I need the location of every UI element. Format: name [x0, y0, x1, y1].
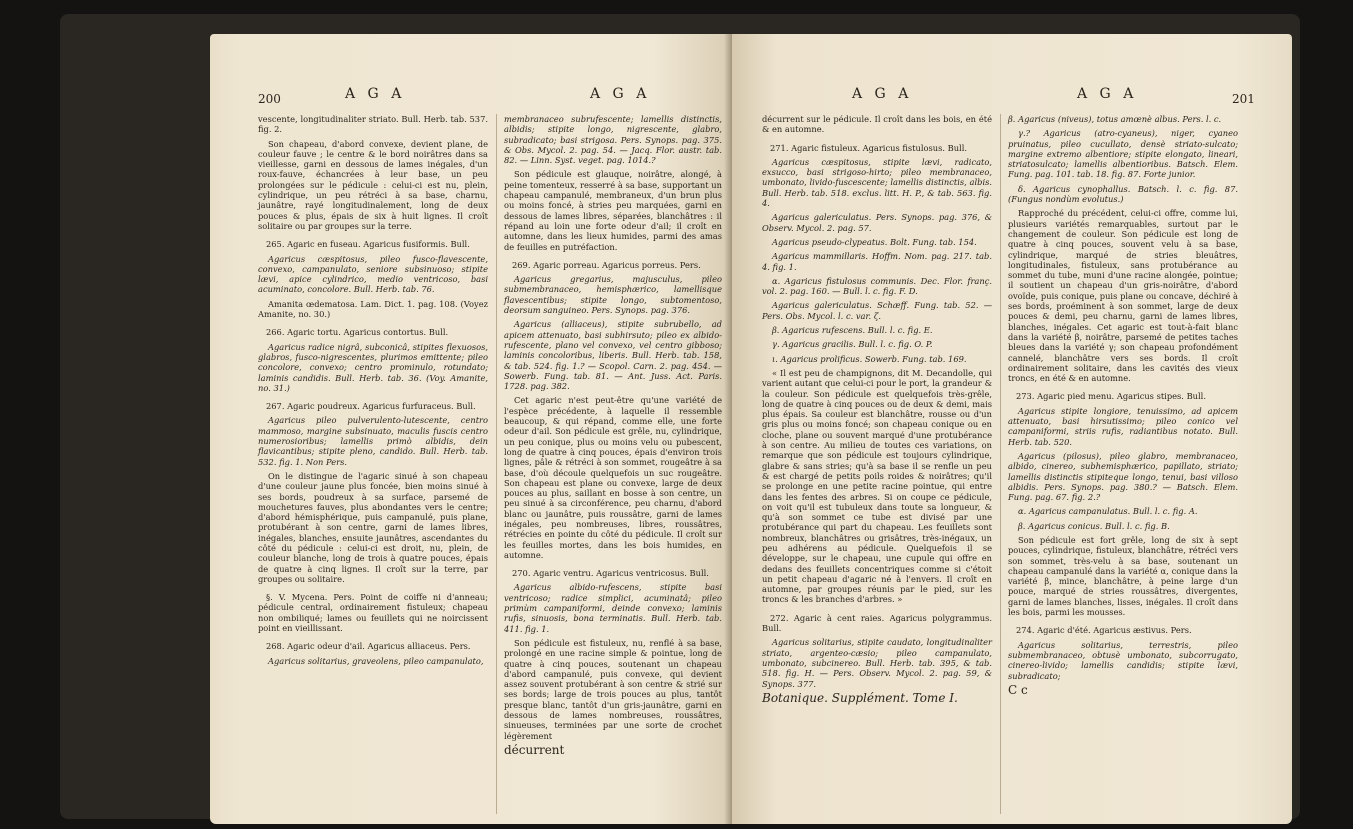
- text-paragraph: β. Agaricus (niveus), totus amœnè albus. Pers. l. c.: [1008, 114, 1222, 124]
- text-paragraph: C c: [1008, 682, 1028, 697]
- text-paragraph: Botanique. Supplément. Tome I.: [762, 690, 958, 705]
- text-paragraph: Agaricus pileo pulverulento-lutescente, centro mammoso, margine subsinuato, maculis fuscis centro numerosioribus; lamellis primò albidis, dein flavicantibus; stipite pleno, candido. Bull. Herb. tab. 532. fig. 1. Non Pers.: [258, 415, 488, 467]
- text-paragraph: γ.? Agaricus (atro-cyaneus), niger, cyaneo pruinatus, pileo cucullato, densè striato-sulcato; margine extremo albentiore; stipite elongato, lineari, striatosulcato; lamellis albentioribus. Batsch. Elem. Fung. pag. 101. tab. 18. fig. 87. Forte junior.: [1008, 128, 1238, 180]
- running-header-right-a: A G A: [852, 86, 913, 102]
- entry-heading: 271. Agaric fistuleux. Agaricus fistulosus. Bull.: [770, 142, 967, 153]
- entry-heading: 269. Agaric porreau. Agaricus porreus. Pers.: [512, 259, 701, 270]
- text-paragraph: Agaricus gregarius, majusculus, pileo submembranaceo, hemisphærico, lamellisque flavescentibus; stipite longo, subtomentoso, deorsum sanguineo. Pers. Synops. pag. 376.: [504, 274, 722, 316]
- book: [60, 14, 1300, 819]
- running-header-left-b: A G A: [590, 86, 651, 102]
- text-paragraph: Agaricus solitarius, stipite caudato, longitudinaliter striato, argenteo-cæsio; pileo campanulato, umbonato, subcinereo. Bull. Herb. tab. 395, & tab. 518. fig. H. — Pers. Observ. Mycol. 2. pag. 59, & Synops. 377.: [762, 637, 992, 689]
- text-paragraph: Son pédicule est fistuleux, nu, renflé à sa base, prolongé en une racine simple & pointue, long de quatre à cinq pouces, soutenant un chapeau d'abord campanulé, puis convexe, qui devient assez souvent protubérant à son centre & strié sur ses bords; large de trois pouces au plus, tantôt presque blanc, tantôt d'un gris-jaunâtre, garni en dessous de lames nombreuses, roussâtres, sinueuses, terminées par une sorte de crochet légèrement: [504, 637, 722, 741]
- page-number-left: 200: [258, 92, 281, 106]
- text-paragraph: décurrent: [504, 742, 565, 757]
- text-paragraph: Agaricus galericulatus. Schæff. Fung. tab. 52. — Pers. Obs. Mycol. l. c. var. ζ.: [762, 300, 992, 321]
- entry-heading: 270. Agaric ventru. Agaricus ventricosus. Bull.: [512, 568, 709, 579]
- text-paragraph: β. Agaricus conicus. Bull. l. c. fig. B.: [1018, 520, 1170, 531]
- running-header-left-a: A G A: [345, 86, 406, 102]
- right-column-2: [1008, 114, 1238, 697]
- entry-heading: 265. Agaric en fuseau. Agaricus fusiformis. Bull.: [266, 239, 470, 250]
- running-header-right-b: A G A: [1077, 86, 1138, 102]
- text-paragraph: ι. Agaricus prolificus. Sowerb. Fung. tab. 169.: [772, 353, 967, 364]
- text-paragraph: membranaceo subrufescente; lamellis distinctis, albidis; stipite longo, nigrescente, glabro, subradicato; basi strigosa. Pers. Synops. pag. 375. & Obs. Mycol. 2. pag. 54. — Jacq. Flor. austr. tab. 82. — Linn. Syst. veget. pag. 1014.?: [504, 114, 722, 166]
- text-paragraph: Agaricus stipite longiore, tenuissimo, ad apicem attenuato, basi hirsutissimo; pileo conico vel campaniformi, striis rufis, radiantibus notato. Bull. Herb. tab. 520.: [1008, 405, 1238, 447]
- page-number-right: 201: [1232, 92, 1255, 106]
- text-paragraph: Agaricus radice nigrâ, subconicâ, stipites flexuosos, glabros, fusco-nigrescentes, plurimos emittente; pileo concolore, convexo; centro prominulo, rotundato; laminis candidis. Bull. Herb. tab. 36. (Voy. Amanite, no. 31.): [258, 341, 488, 393]
- text-paragraph: Agaricus solitarius, graveolens, pileo campanulato,: [268, 655, 484, 666]
- text-paragraph: décurrent sur le pédicule. Il croît dans les bois, en été & en automne.: [762, 114, 992, 135]
- text-paragraph: γ. Agaricus gracilis. Bull. l. c. fig. O. P.: [772, 339, 933, 350]
- text-paragraph: Agaricus albido-rufescens, stipite basi ventricoso; radice simplici, acuminatâ; pileo primùm campaniformi, deinde convexo; laminis rufis, sinuosis, bona terminatis. Bull. Herb. tab. 411. fig. 1.: [504, 582, 722, 634]
- entry-heading: 267. Agaric poudreux. Agaricus furfuraceus. Bull.: [266, 401, 476, 412]
- entry-heading: 272. Agaric à cent raies. Agaricus polygrammus. Bull.: [762, 612, 992, 634]
- left-page: [210, 34, 732, 824]
- entry-heading: §. V. Mycena. Pers. Point de coiffe ni d'anneau; pédicule central, ordinairement fistuleux; chapeau non ombiliqué; lames ou feuillets qui ne noircissent point en vieillissant.: [258, 592, 488, 634]
- right-column-1: [762, 114, 992, 705]
- text-paragraph: Agaricus cæspitosus, pileo fusco-flavescente, convexo, campanulato, seniore subsinuoso; stipite lævi, apice cylindrico, medio ventricoso, basi acuminato, concolore. Bull. Herb. tab. 76.: [258, 253, 488, 295]
- text-paragraph: vescente, longitudinaliter striato. Bull. Herb. tab. 537. fig. 2.: [258, 114, 488, 135]
- left-column-2: [504, 114, 722, 757]
- text-paragraph: Agaricus (alliaceus), stipite subrubello, ad apicem attenuato, basi subhirsuto; pileo ex albido-rufescente, plano vel convexo, vel centro gibboso; laminis concoloribus, liberis. Bull. Herb. tab. 158, & tab. 524. fig. 1.? — Scopol. Carn. 2. pag. 454. — Sowerb. Fung. tab. 81. — Ant. Juss. Act. Paris. 1728. pag. 382.: [504, 319, 722, 392]
- text-paragraph: Agaricus solitarius, terrestris, pileo submembranaceo, obtusè umbonato, subcorrugato, cinereo-livido; lamellis candidis; stipite lævi, subradicato;: [1008, 639, 1238, 681]
- text-paragraph: « Il est peu de champignons, dit M. Decandolle, qui varient autant que celui-ci pour le port, la grandeur & la couleur. Son pédicule est quelquefois très-grêle, long de quatre à cinq pouces ou de deux & demi, mais plus épais. Sa couleur est blanchâtre, rousse ou d'un gris plus ou moins foncé; son chapeau conique ou en cloche, plane ou souvent marqué d'une protubérance à son centre. Au milieu de toutes ces variations, on remarque que son pédicule est toujours cylindrique, glabre & sans stries; qu'à sa base il se renfle un peu & est chargé de petits poils roides & noirâtres; qu'il se prolonge en une petite racine pointue, qui entre dans les fentes des arbres. Si on coupe ce pédicule, on voit qu'il est tubuleux dans toute sa longueur, & qu'à son sommet ce tube est divisé par une protubérance qui part du chapeau. Les feuillets sont nombreux, blanchâtres ou grisâtres, très-inégaux, un peu adhérens au pédicule. Quelquefois il se développe, sur le chapeau, une cupule qui offre en dedans des feuillets concentriques comme si c'étoit un petit chapeau d'agaric né à l'envers. Il croît en automne, par groupes réunis par le pied, sur les troncs & les branches d'arbres. »: [762, 367, 992, 605]
- entry-heading: 273. Agaric pied menu. Agaricus stipes. Bull.: [1016, 391, 1206, 402]
- column-divider: [1000, 114, 1001, 814]
- text-paragraph: Agaricus galericulatus. Pers. Synops. pag. 376, & Observ. Mycol. 2. pag. 57.: [762, 212, 992, 233]
- text-paragraph: Amanita œdematosa. Lam. Dict. 1. pag. 108. (Voyez Amanite, no. 30.): [258, 298, 488, 320]
- text-paragraph: Son chapeau, d'abord convexe, devient plane, de couleur fauve ; le centre & le bord noirâtres dans sa vieillesse, garni en dessous de lames inégales, d'un roux-fauve, échancrées à leur base, un peu prolongées sur le pédicule : celui-ci est nu, plein, cylindrique, un peu rétréci à sa base, charnu, jaunâtre, rayé longitudinalement, long de deux pouces & plus, épais de six à huit lignes. Il croît solitaire ou par groupes sur la terre.: [258, 138, 488, 231]
- entry-heading: 274. Agaric d'été. Agaricus æstivus. Pers.: [1016, 625, 1192, 636]
- text-paragraph: Agaricus cæspitosus, stipite lævi, radicato, exsucco, basi strigoso-hirto; pileo membranaceo, umbonato, livido-fuscescente; lamellis distinctis, albis. Bull. Herb. tab. 518. exclus. litt. H. P., & tab. 563. fig. 4.: [762, 156, 992, 209]
- text-paragraph: δ. Agaricus cynophallus. Batsch. l. c. fig. 87. (Fungus nondùm evolutus.): [1008, 183, 1238, 205]
- text-paragraph: Agaricus pseudo-clypeatus. Bolt. Fung. tab. 154.: [772, 236, 977, 247]
- left-column-1: [258, 114, 488, 670]
- text-paragraph: Cet agaric n'est peut-être qu'une variété de l'espèce précédente, à laquelle il ressemble beaucoup, & qui répand, comme elle, une forte odeur d'ail. Son pédicule est grêle, nu, cylindrique, un peu conique, plus ou moins velu ou pubescent, long de quatre à cinq pouces, épais d'environ trois lignes, pâle & rétréci à son sommet, rougeâtre à sa base, d'où découle quelquefois un suc rougeâtre. Son chapeau est plane ou convexe, large de deux pouces au plus, saillant en bosse à son centre, un peu sinué à sa circonférence, peu charnu, d'abord blanc ou jaunâtre, puis roussâtre, garni de lames inégales, peu nombreuses, libres, roussâtres, rétrécies en pointe du côté du pédicule. Il croît sur les feuilles mortes, dans les bois humides, en automne.: [504, 395, 722, 560]
- text-paragraph: α. Agaricus fistulosus communis. Dec. Flor. franç. vol. 2. pag. 160. — Bull. l. c. fig. F. D.: [762, 275, 992, 297]
- text-paragraph: β. Agaricus rufescens. Bull. l. c. fig. E.: [772, 325, 933, 336]
- right-page: [732, 34, 1292, 824]
- text-paragraph: Agaricus mammillaris. Hoffm. Nom. pag. 217. tab. 4. fig. 1.: [762, 251, 992, 272]
- text-paragraph: Son pédicule est glauque, noirâtre, alongé, à peine tomenteux, resserré à sa base, supportant un chapeau campanulé, membraneux, d'un brun plus ou moins foncé, à stries peu marquées, garni en dessous de lames libres, séparées, blanchâtres : il répand au loin une forte odeur d'ail; il croît en automne, dans les lieux humides, parmi des amas de feuilles en putréfaction.: [504, 169, 722, 252]
- text-paragraph: Son pédicule est fort grêle, long de six à sept pouces, cylindrique, fistuleux, blanchâtre, rétréci vers son sommet, très-velu à sa base, soutenant un chapeau campanulé dans la variété α, conique dans la variété β, mince, blanchâtre, à peine large d'un pouce, marqué de stries roussâtres, divergentes, garni de lames blanches, lisses, inégales. Il croît dans les bois, parmi les mousses.: [1008, 534, 1238, 618]
- entry-heading: 268. Agaric odeur d'ail. Agaricus alliaceus. Pers.: [266, 641, 471, 652]
- entry-heading: 266. Agaric tortu. Agaricus contortus. Bull.: [266, 327, 449, 338]
- text-paragraph: Rapproché du précédent, celui-ci offre, comme lui, plusieurs variétés remarquables, surtout par le changement de couleur. Son pédicule est long de quatre à cinq pouces, souvent velu à sa base, cylindrique, marqué de stries bleuâtres, longitudinales, fistuleux, sans protubérance au sommet du tube, muni d'une racine alongée, pointue; il soutient un chapeau d'un gris-noirâtre, d'abord ovoïde, puis conique, puis plane ou concave, déchiré à ses bords, proéminent à son sommet, large de deux pouces & demi, peu charnu, garni de lames libres, blanches, inégales. Cet agaric est tout-à-fait blanc dans la variété β, noirâtre, parsemé de petites taches bleues dans la variété γ; son chapeau profondément cannelé, blanchâtre vers ses bords. Il croît ordinairement solitaire, dans les cavités des vieux troncs, en été & en automne.: [1008, 208, 1238, 384]
- text-paragraph: α. Agaricus campanulatus. Bull. l. c. fig. A.: [1018, 506, 1198, 517]
- text-paragraph: Agaricus (pilosus), pileo glabro, membranaceo, albido, cinereo, subhemisphærico, papillato, striato; lamellis distinctis stipiteque longo, tenui, basi villoso albidis. Pers. Synops. pag. 380.? — Batsch. Elem. Fung. pag. 67. fig. 2.?: [1008, 450, 1238, 503]
- column-divider: [496, 114, 497, 814]
- text-paragraph: On le distingue de l'agaric sinué à son chapeau d'une couleur jaune plus foncée, bien moins sinué à ses bords, poudreux à sa surface, parsemé de mouchetures fauves, plus abondantes vers le centre; d'abord hémisphérique, puis campanulé, puis plane, protubérant à son centre, garni de lames libres, inégales, blanches, ensuite jaunâtres, ascendantes du côté du pédicule : celui-ci est droit, nu, plein, de couleur blanche, long de trois à quatre pouces, épais de quatre à cinq lignes. Il croît sur la terre, par groupes ou solitaire.: [258, 470, 488, 584]
